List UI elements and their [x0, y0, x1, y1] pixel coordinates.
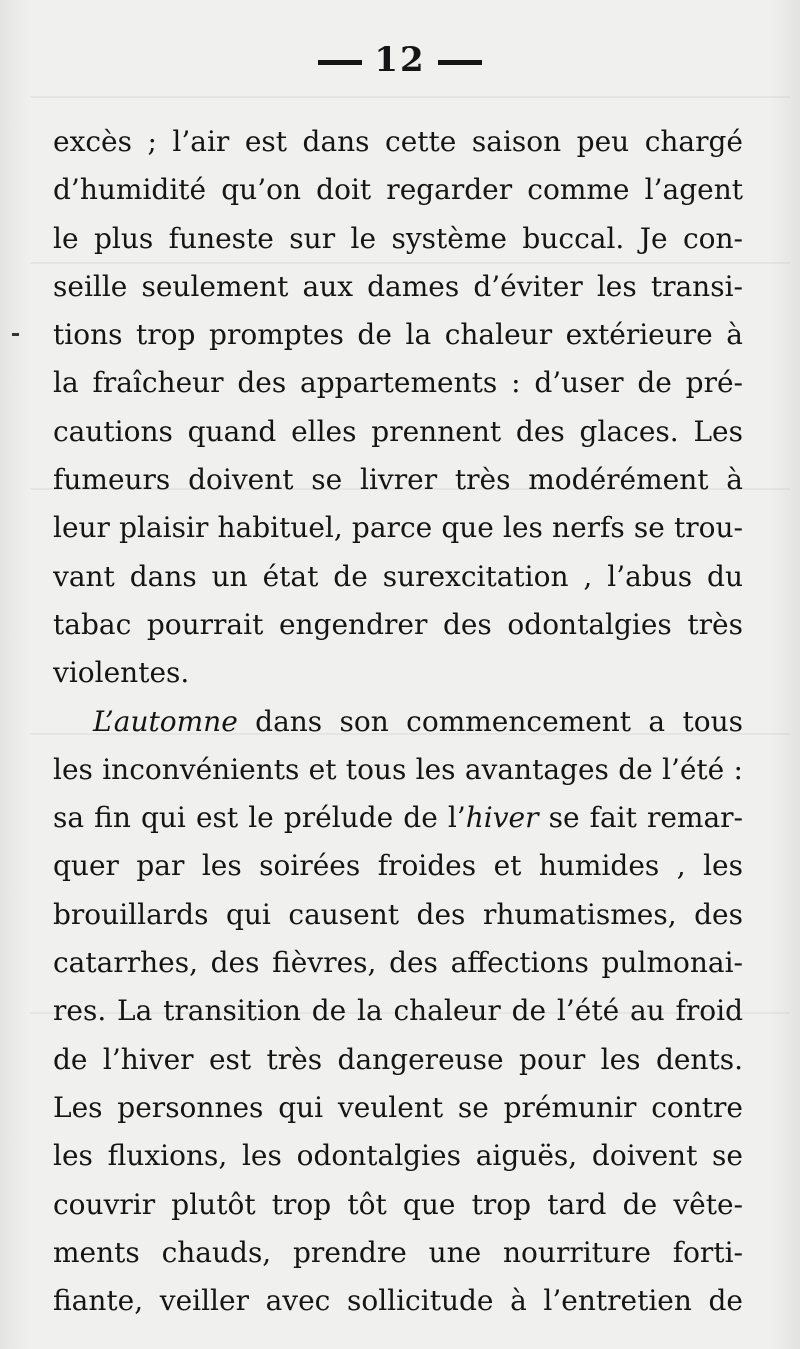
text-line: d’humidité qu’on doit regarder comme l’agent: [53, 173, 743, 207]
margin-mark: [12, 333, 19, 336]
text-run: se fait remar-: [538, 801, 743, 835]
text-line: cautions quand elles prennent des glaces. Les: [53, 414, 743, 448]
text-run: dans son commencement a tous: [237, 704, 743, 738]
text-line: tions trop promptes de la chaleur extérieure à: [53, 318, 743, 352]
text-line: quer par les soirées froides et humides , les: [53, 849, 743, 883]
text-line: la fraîcheur des appartements : d’user de pré-: [53, 366, 743, 400]
paragraph-first-line: [53, 698, 743, 746]
text-run: sa fin qui est le prélude de l’: [53, 801, 466, 835]
text-line: leur plaisir habituel, parce que les nerfs se trou-: [53, 511, 743, 545]
text-line: Les personnes qui veulent se prémunir contre: [53, 1090, 743, 1124]
text-line: les fluxions, les odontalgies aiguës, doivent se: [53, 1139, 743, 1173]
text-line: ments chauds, prendre une nourriture forti-: [53, 1235, 743, 1269]
text-line: excès ; l’air est dans cette saison peu chargé: [53, 125, 743, 158]
text-line: brouillards qui causent des rhumatismes, des: [53, 897, 743, 931]
text-line: les inconvénients et tous les avantages de l’été :: [53, 752, 743, 786]
text-line: de l’hiver est très dangereuse pour les dents.: [53, 1042, 743, 1076]
season-term-italic: L’automne: [93, 704, 238, 738]
text-line: fiante, veiller avec sollicitude à l’entretien de: [53, 1284, 743, 1318]
page-number-value: 12: [374, 40, 426, 80]
text-line: [53, 794, 743, 842]
text-line: seille seulement aux dames d’éviter les transi-: [53, 269, 743, 303]
page-number: [0, 40, 800, 80]
folio-dash-left: [318, 60, 362, 65]
season-term-italic: hiver: [465, 801, 539, 835]
text-line: res. La transition de la chaleur de l’été au froid: [53, 994, 743, 1028]
bleed-through-line: [30, 96, 790, 98]
text-line: tabac pourrait engendrer des odontalgies très: [53, 607, 743, 641]
text-line: catarrhes, des fièvres, des affections pulmonai-: [53, 946, 743, 980]
text-line: le plus funeste sur le système buccal. Je con-: [53, 221, 743, 255]
text-line: vant dans un état de surexcitation , l’abus du: [53, 559, 743, 593]
text-line: couvrir plutôt trop tôt que trop tard de vête-: [53, 1187, 743, 1221]
text-line: fumeurs doivent se livrer très modérément à: [53, 463, 743, 497]
text-line: violentes.: [53, 656, 190, 690]
body-text: [53, 118, 743, 1325]
folio-dash-right: [438, 60, 482, 65]
